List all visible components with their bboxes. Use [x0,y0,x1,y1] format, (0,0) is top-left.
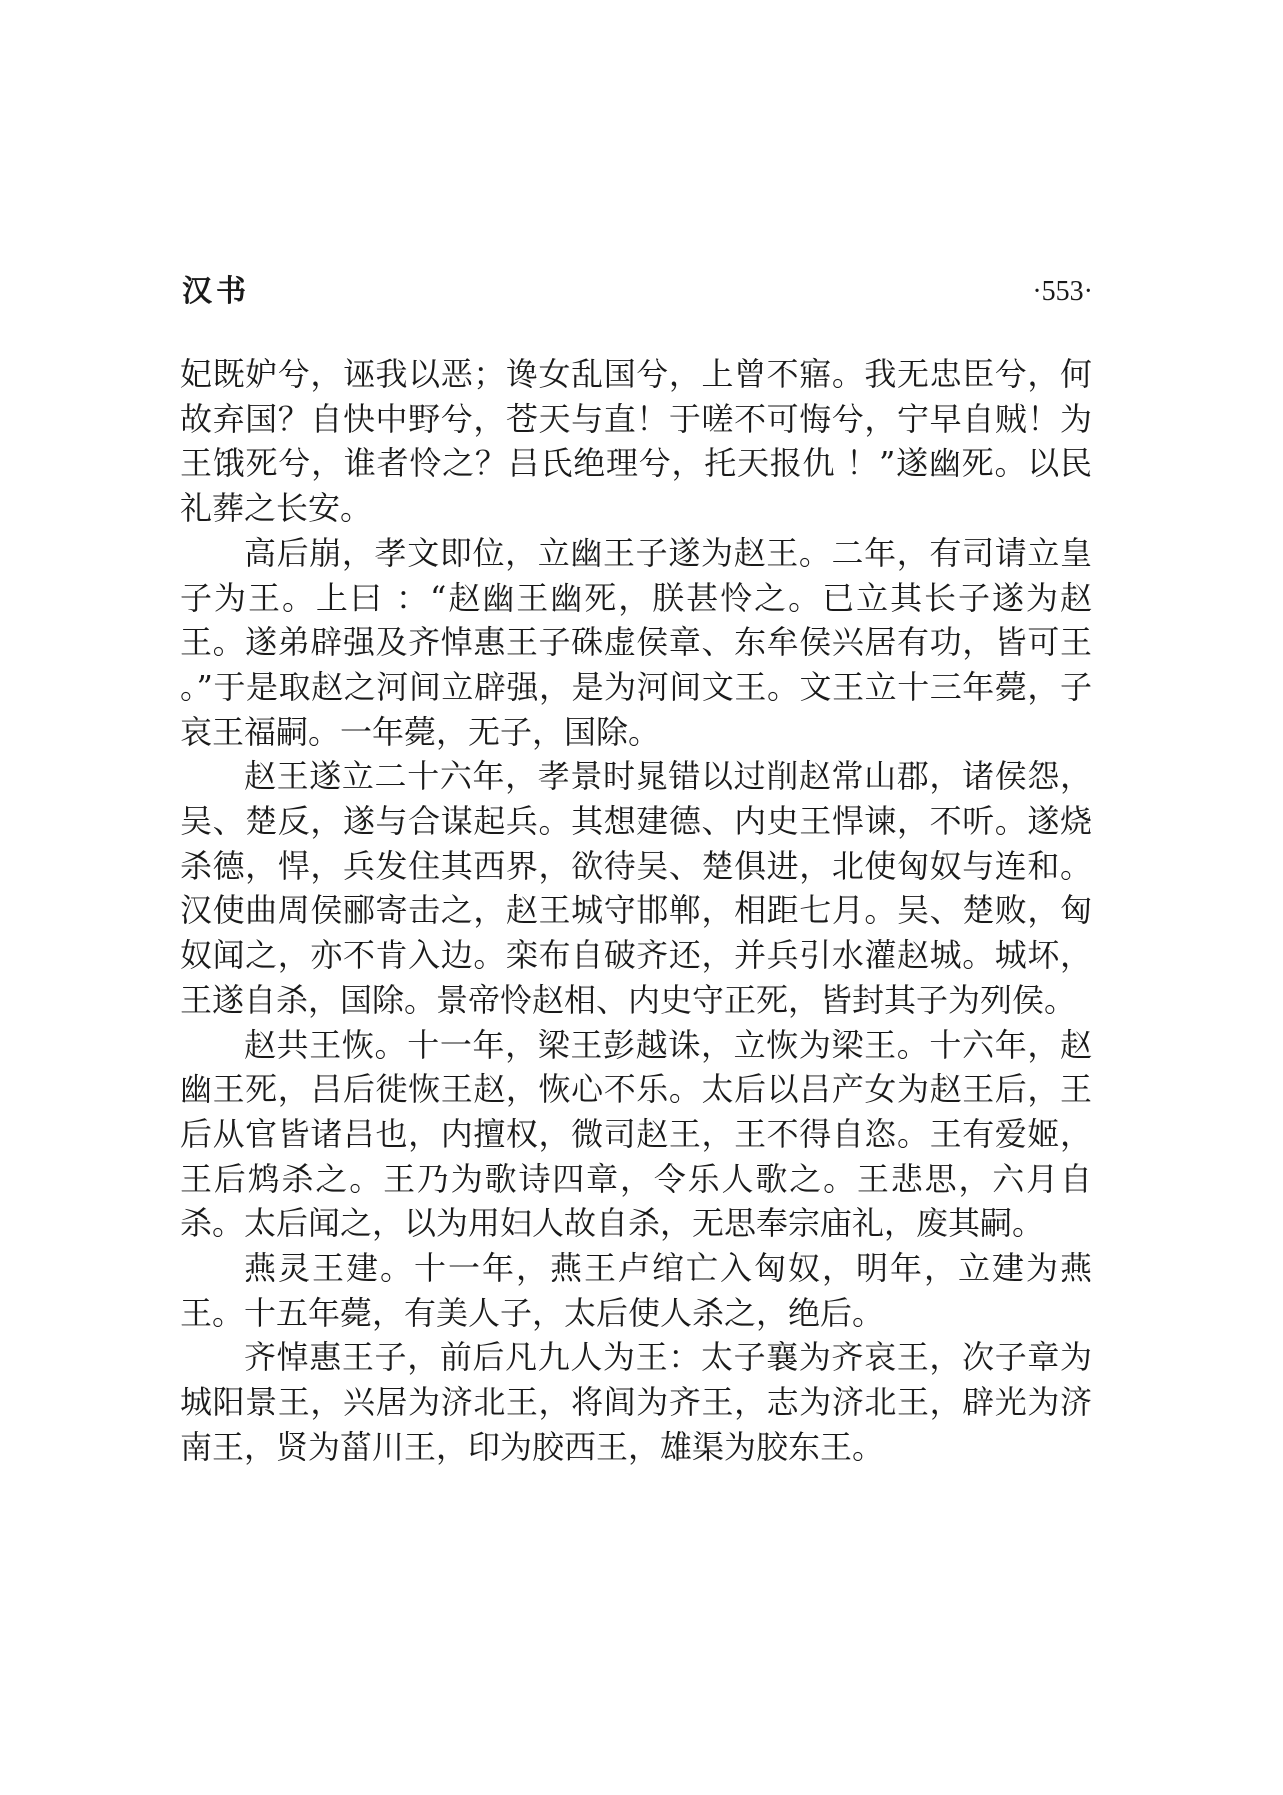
paragraph-6: 齐悼惠王子，前后凡九人为王：太子襄为齐哀王，次子章为城阳景王，兴居为济北王，将闾为齐王，志为济北王，辟光为济南王，贤为菑川王，印为胶西王，雄渠为胶东王。 [180,1338,1092,1466]
paragraph-4: 赵共王恢。十一年，梁王彭越诛，立恢为梁王。十六年，赵幽王死，吕后徙恢王赵，恢心不乐。太后以吕产女为赵王后，王后从官皆诸吕也，内擅权，微司赵王，王不得自恣。王有爱姬，王后鸩杀之。王乃为歌诗四章，令乐人歌之。王悲思，六月自杀。太后闻之，以为用妇人故自杀，无思奉宗庙礼，废其嗣。 [180,1025,1092,1243]
book-title: 汉书 [182,274,250,309]
page-header [182,272,1093,320]
paragraph-5: 燕灵王建。十一年，燕王卢绾亡入匈奴，明年，立建为燕王。十五年薨，有美人子，太后使人杀之，绝后。 [180,1249,1092,1332]
body-text [180,352,1092,1470]
paragraph-1: 妃既妒兮，诬我以恶；谗女乱国兮，上曾不寤。我无忠臣兮，何故弃国？自快中野兮，苍天与直！于嗟不可悔兮，宁早自贼！为王饿死兮，谁者怜之？吕氏绝理兮，托天报仇 ！”遂幽死。以民礼葬之长安。 [180,355,1092,528]
paragraph-2: 高后崩，孝文即位，立幽王子遂为赵王。二年，有司请立皇子为王。上曰 ：“赵幽王幽死，朕甚怜之。已立其长子遂为赵王。遂弟辟强及齐悼惠王子硃虚侯章、东牟侯兴居有功，皆可王 。”于是取赵之河间立辟强，是为河间文王。文王立十三年薨，子哀王福嗣。一年薨，无子，国除。 [180,533,1092,751]
page-number: ·553· [1032,276,1093,307]
paragraph-3: 赵王遂立二十六年，孝景时晁错以过削赵常山郡，诸侯怨，吴、楚反，遂与合谋起兵。其想建德、内史王悍谏，不听。遂烧杀德，悍，兵发住其西界，欲待吴、楚俱进，北使匈奴与连和。汉使曲周侯郦寄击之，赵王城守邯郸，相距七月。吴、楚败，匈奴闻之，亦不肯入边。栾布自破齐还，并兵引水灌赵城。城坏，王遂自杀，国除。景帝怜赵相、内史守正死，皆封其子为列侯。 [180,757,1092,1019]
